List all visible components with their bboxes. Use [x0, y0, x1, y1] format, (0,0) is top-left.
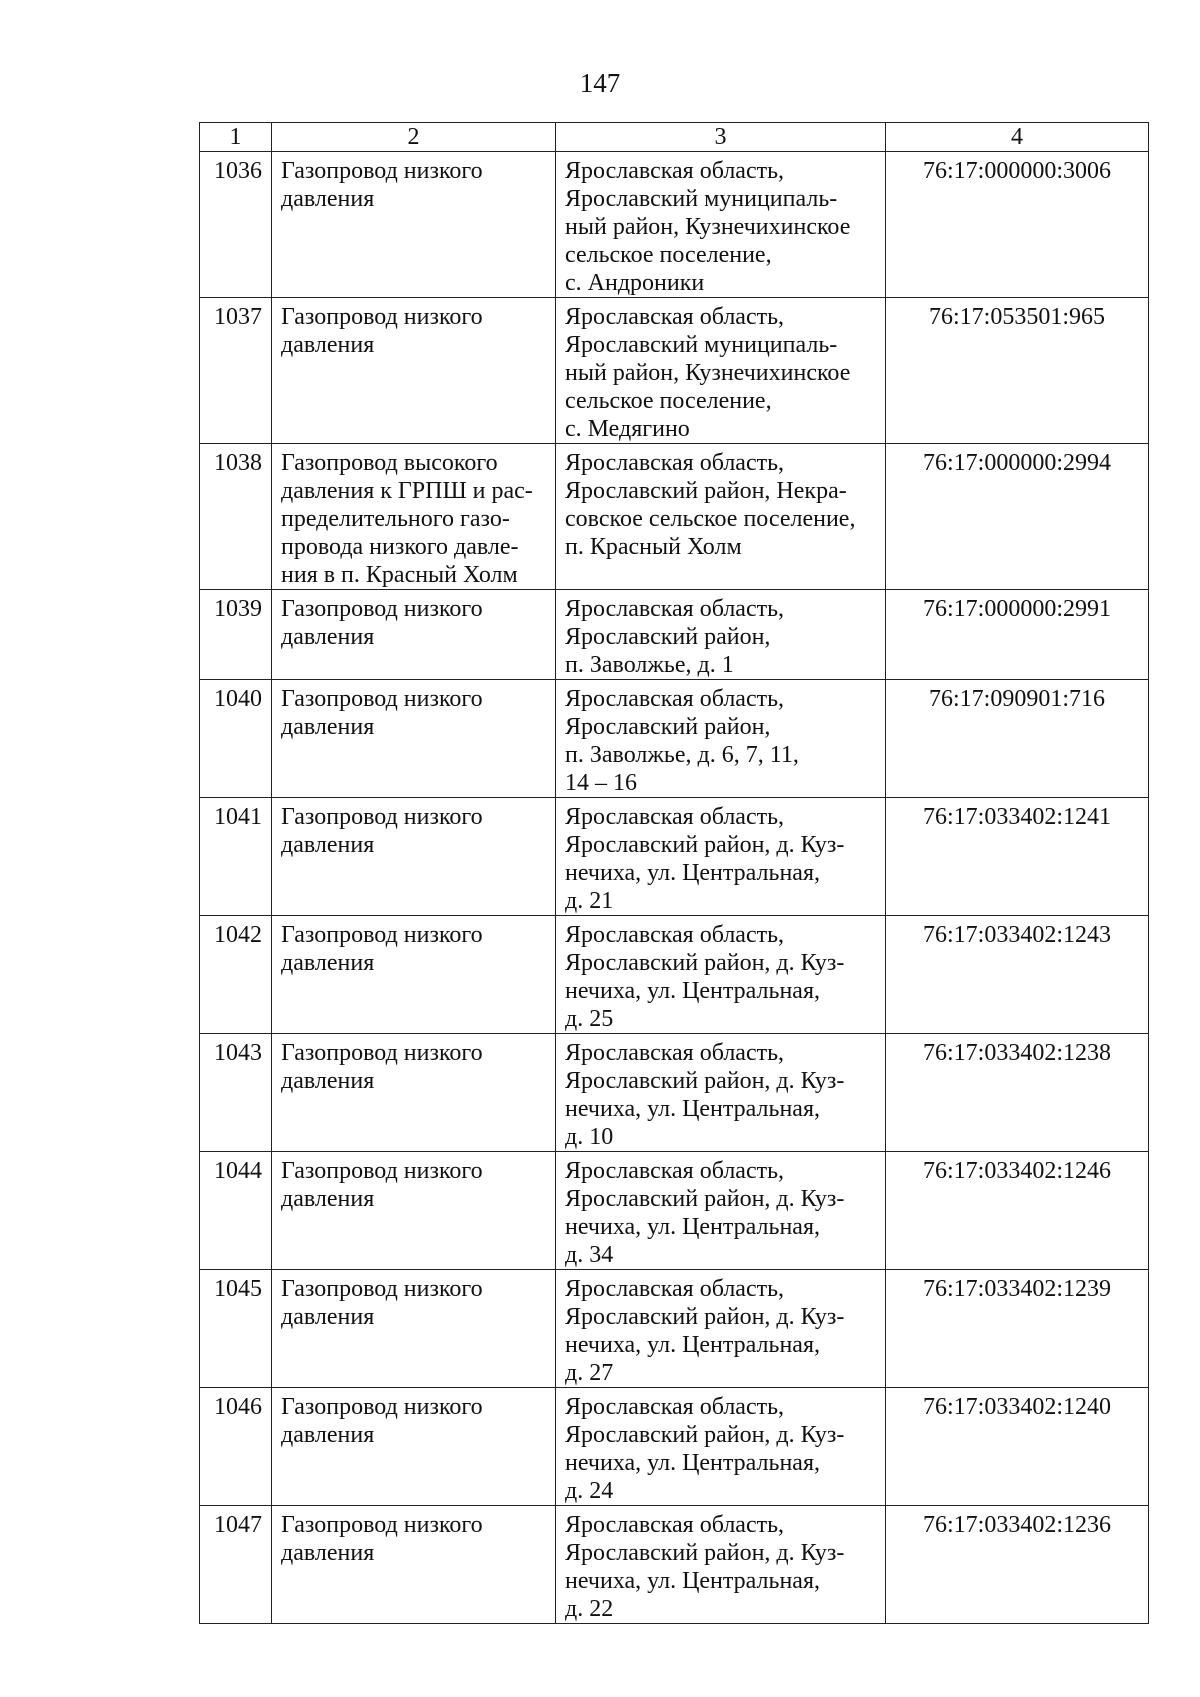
address-line: Ярославский район, д. Куз-: [565, 1186, 845, 1212]
address-line: нечиха, ул. Центральная,: [565, 1214, 820, 1240]
address-line: Ярославская область,: [565, 304, 785, 330]
column-header-4: 4: [886, 123, 1149, 152]
address-line: Ярославская область,: [565, 686, 785, 712]
address-cell: [556, 444, 886, 590]
address-line: Ярославский район, д. Куз-: [565, 1304, 845, 1330]
address-line: Ярославский район, д. Куз-: [565, 1540, 845, 1566]
address-line: Ярославская область,: [565, 158, 785, 184]
cadastral-number: 76:17:090901:716: [886, 680, 1149, 798]
table-row: [200, 798, 1149, 916]
row-number: 1047: [200, 1506, 272, 1624]
cadastral-number: 76:17:000000:3006: [886, 152, 1149, 298]
object-name-line: давления: [281, 1422, 375, 1448]
address-line: Ярославская область,: [565, 922, 785, 948]
address-cell: [556, 798, 886, 916]
table-row: [200, 444, 1149, 590]
address-line: Ярославская область,: [565, 1040, 785, 1066]
registry-table: [199, 122, 1149, 1624]
address-line: п. Заволжье, д. 6, 7, 11,: [565, 742, 799, 768]
address-line: Ярославский район, д. Куз-: [565, 950, 845, 976]
address-line: нечиха, ул. Центральная,: [565, 1450, 820, 1476]
cadastral-number: 76:17:033402:1238: [886, 1034, 1149, 1152]
table-row: [200, 1506, 1149, 1624]
object-name-line: давления: [281, 832, 375, 858]
cadastral-number: 76:17:053501:965: [886, 298, 1149, 444]
object-name-cell: [272, 1506, 556, 1624]
cadastral-number: 76:17:000000:2991: [886, 590, 1149, 680]
row-number: 1036: [200, 152, 272, 298]
object-name-cell: [272, 680, 556, 798]
address-line: п. Заволжье, д. 1: [565, 652, 734, 678]
object-name-line: Газопровод низкого: [281, 304, 483, 330]
address-line: Ярославский район, Некра-: [565, 478, 847, 504]
object-name-line: Газопровод низкого: [281, 922, 483, 948]
object-name-line: давления: [281, 1540, 375, 1566]
address-line: Ярославская область,: [565, 596, 785, 622]
address-line: ный район, Кузнечихинское: [565, 360, 851, 386]
address-line: д. 21: [565, 888, 614, 914]
cadastral-number: 76:17:000000:2994: [886, 444, 1149, 590]
row-number: 1040: [200, 680, 272, 798]
object-name-cell: [272, 590, 556, 680]
address-cell: [556, 680, 886, 798]
address-line: Ярославская область,: [565, 804, 785, 830]
object-name-line: Газопровод низкого: [281, 1512, 483, 1538]
address-line: совское сельское поселение,: [565, 506, 856, 532]
table-row: [200, 916, 1149, 1034]
object-name-cell: [272, 1270, 556, 1388]
address-line: Ярославский район, д. Куз-: [565, 1422, 845, 1448]
address-line: Ярославский район,: [565, 624, 771, 650]
object-name-line: пределительного газо-: [281, 506, 510, 532]
table-row: [200, 298, 1149, 444]
object-name-line: давления к ГРПШ и рас-: [281, 478, 533, 504]
address-line: ный район, Кузнечихинское: [565, 214, 851, 240]
address-line: Ярославская область,: [565, 1276, 785, 1302]
object-name-cell: [272, 798, 556, 916]
object-name-line: Газопровод низкого: [281, 1394, 483, 1420]
address-line: нечиха, ул. Центральная,: [565, 1096, 820, 1122]
object-name-cell: [272, 1388, 556, 1506]
address-line: д. 34: [565, 1242, 614, 1268]
address-line: Ярославская область,: [565, 1512, 785, 1538]
address-line: с. Медягино: [565, 416, 690, 442]
column-header-3: 3: [556, 123, 886, 152]
address-cell: [556, 1388, 886, 1506]
address-line: сельское поселение,: [565, 242, 772, 268]
object-name-line: давления: [281, 624, 375, 650]
object-name-line: давления: [281, 1186, 375, 1212]
table-row: [200, 1034, 1149, 1152]
address-line: Ярославская область,: [565, 450, 785, 476]
address-line: Ярославская область,: [565, 1394, 785, 1420]
object-name-line: Газопровод низкого: [281, 596, 483, 622]
object-name-line: Газопровод низкого: [281, 1276, 483, 1302]
table-row: [200, 1270, 1149, 1388]
object-name-line: Газопровод низкого: [281, 1158, 483, 1184]
table-row: [200, 152, 1149, 298]
row-number: 1043: [200, 1034, 272, 1152]
address-line: Ярославский район, д. Куз-: [565, 832, 845, 858]
object-name-line: Газопровод низкого: [281, 686, 483, 712]
row-number: 1045: [200, 1270, 272, 1388]
address-cell: [556, 1506, 886, 1624]
object-name-cell: [272, 1034, 556, 1152]
row-number: 1044: [200, 1152, 272, 1270]
cadastral-number: 76:17:033402:1246: [886, 1152, 1149, 1270]
address-line: сельское поселение,: [565, 388, 772, 414]
address-line: нечиха, ул. Центральная,: [565, 860, 820, 886]
address-cell: [556, 152, 886, 298]
address-line: нечиха, ул. Центральная,: [565, 1568, 820, 1594]
address-cell: [556, 916, 886, 1034]
object-name-line: давления: [281, 332, 375, 358]
object-name-line: давления: [281, 186, 375, 212]
row-number: 1039: [200, 590, 272, 680]
object-name-line: давления: [281, 1304, 375, 1330]
object-name-cell: [272, 916, 556, 1034]
row-number: 1041: [200, 798, 272, 916]
object-name-cell: [272, 152, 556, 298]
table-body: [200, 152, 1149, 1624]
table-row: [200, 680, 1149, 798]
row-number: 1042: [200, 916, 272, 1034]
address-line: нечиха, ул. Центральная,: [565, 1332, 820, 1358]
address-line: д. 24: [565, 1478, 614, 1504]
address-line: Ярославский муниципаль-: [565, 332, 838, 358]
row-number: 1038: [200, 444, 272, 590]
object-name-cell: [272, 298, 556, 444]
address-line: Ярославская область,: [565, 1158, 785, 1184]
cadastral-number: 76:17:033402:1236: [886, 1506, 1149, 1624]
address-line: д. 25: [565, 1006, 614, 1032]
address-cell: [556, 1152, 886, 1270]
header-row: [200, 123, 1149, 152]
cadastral-number: 76:17:033402:1240: [886, 1388, 1149, 1506]
address-line: д. 10: [565, 1124, 614, 1150]
object-name-line: Газопровод низкого: [281, 1040, 483, 1066]
cadastral-number: 76:17:033402:1243: [886, 916, 1149, 1034]
cadastral-number: 76:17:033402:1239: [886, 1270, 1149, 1388]
object-name-line: ния в п. Красный Холм: [281, 562, 518, 588]
row-number: 1037: [200, 298, 272, 444]
address-cell: [556, 1034, 886, 1152]
address-line: д. 22: [565, 1596, 614, 1622]
address-line: Ярославский муниципаль-: [565, 186, 838, 212]
object-name-line: давления: [281, 950, 375, 976]
object-name-line: Газопровод низкого: [281, 804, 483, 830]
column-header-2: 2: [272, 123, 556, 152]
address-line: с. Андроники: [565, 270, 705, 296]
address-line: Ярославский район,: [565, 714, 771, 740]
page-number: 147: [579, 68, 621, 98]
address-cell: [556, 1270, 886, 1388]
object-name-cell: [272, 1152, 556, 1270]
address-line: д. 27: [565, 1360, 614, 1386]
table-row: [200, 590, 1149, 680]
object-name-cell: [272, 444, 556, 590]
object-name-line: Газопровод высокого: [281, 450, 498, 476]
object-name-line: давления: [281, 1068, 375, 1094]
column-header-1: 1: [200, 123, 272, 152]
address-cell: [556, 590, 886, 680]
address-cell: [556, 298, 886, 444]
object-name-line: Газопровод низкого: [281, 158, 483, 184]
address-line: Ярославский район, д. Куз-: [565, 1068, 845, 1094]
cadastral-number: 76:17:033402:1241: [886, 798, 1149, 916]
table-header: [200, 123, 1149, 152]
row-number: 1046: [200, 1388, 272, 1506]
object-name-line: давления: [281, 714, 375, 740]
address-line: нечиха, ул. Центральная,: [565, 978, 820, 1004]
table-row: [200, 1388, 1149, 1506]
object-name-line: провода низкого давле-: [281, 534, 519, 560]
address-line: п. Красный Холм: [565, 534, 742, 560]
table-row: [200, 1152, 1149, 1270]
address-line: 14 – 16: [565, 770, 637, 796]
